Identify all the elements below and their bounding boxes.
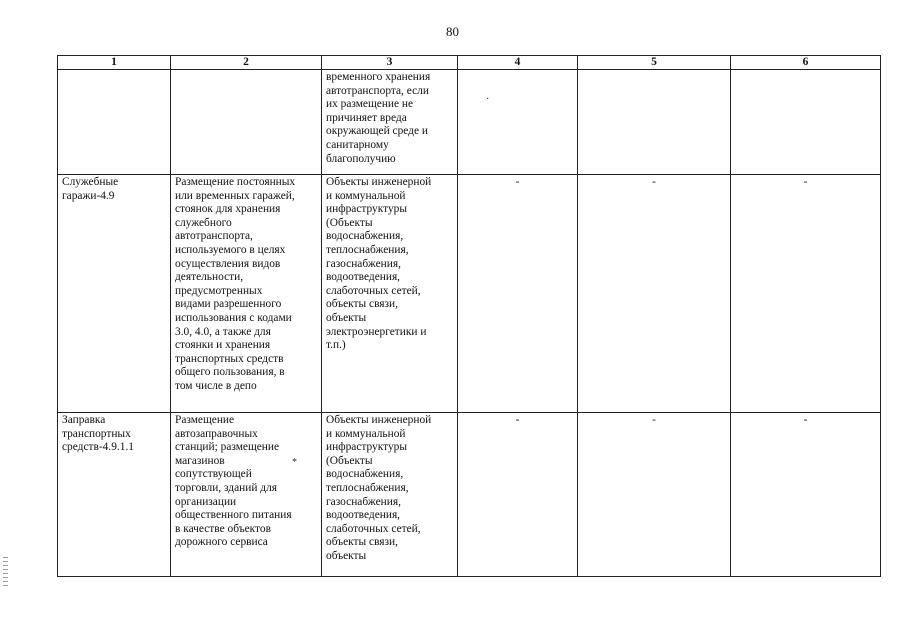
cell-text: временного хранения автотранспорта, если их размещение не причиняет вреда окружающей среде и санитарному благополучию [326, 71, 431, 165]
header-row [58, 56, 881, 70]
cell-col-6 [731, 70, 881, 175]
cell-text: - [652, 414, 656, 426]
cell-text: Служебные гаражи-4.9 [62, 176, 119, 202]
cell-text: Заправка транспортных средств-4.9.1.1 [62, 414, 134, 454]
cell-description [171, 413, 322, 577]
cell-auxiliary-uses [322, 175, 458, 413]
cell-text: - [652, 176, 656, 188]
cell-text: - [515, 176, 520, 188]
cell-col-5 [578, 175, 731, 413]
cell-use-type [58, 70, 171, 175]
cell-auxiliary-uses [322, 70, 458, 175]
scan-speck: * [292, 457, 297, 468]
page-number: 80 [446, 24, 459, 39]
cell-col-4 [458, 413, 578, 577]
cell-text: - [803, 176, 808, 188]
cell-text: Объекты инженерной и коммунальной инфраструктуры (Объекты водоснабжения, теплоснабжения, газоснабжения, водоотведения, слаботочных сетей, объекты связи, объекты электроэнергетики и т.п.) [326, 176, 432, 352]
cell-description [171, 70, 322, 175]
table-row [58, 70, 881, 175]
table-row [58, 413, 881, 577]
zoning-table [57, 55, 881, 577]
cell-text: Размещение постоянных или временных гаражей, стоянок для хранения служебного автотранспорта, используемого в целях осуществления видов деятельности, предусмотренных видами разрешенного использования с кодами 3.0, 4.0, а также для стоянки и хранения транспортных средств общего пользования, в том числе в депо [175, 176, 296, 392]
header-col-3: 3 [322, 56, 458, 70]
cell-description [171, 175, 322, 413]
header-col-2: 2 [171, 56, 322, 70]
scan-speck: · [486, 94, 490, 105]
table-row [58, 175, 881, 413]
cell-text: - [803, 414, 808, 426]
cell-text: - [515, 414, 520, 426]
cell-col-6 [731, 413, 881, 577]
cell-col-5 [578, 70, 731, 175]
cell-auxiliary-uses [322, 413, 458, 577]
cell-text: Объекты инженерной и коммунальной инфраструктуры (Объекты водоснабжения, теплоснабжения, газоснабжения, водоотведения, слаботочных сетей, объекты связи, объекты [326, 414, 432, 562]
cell-use-type [58, 175, 171, 413]
cell-col-4 [458, 175, 578, 413]
header-col-1: 1 [58, 56, 171, 70]
scan-edge-artifact [3, 557, 8, 587]
cell-col-5 [578, 413, 731, 577]
header-col-5: 5 [578, 56, 731, 70]
cell-text: Размещение автозаправочных станций; размещение магазинов сопутствующей торговли, зданий для организации общественного питания в качестве объектов дорожного сервиса [175, 414, 292, 549]
cell-use-type [58, 413, 171, 577]
header-col-4: 4 [458, 56, 578, 70]
header-col-6: 6 [731, 56, 881, 70]
cell-col-4 [458, 70, 578, 175]
cell-col-6 [731, 175, 881, 413]
